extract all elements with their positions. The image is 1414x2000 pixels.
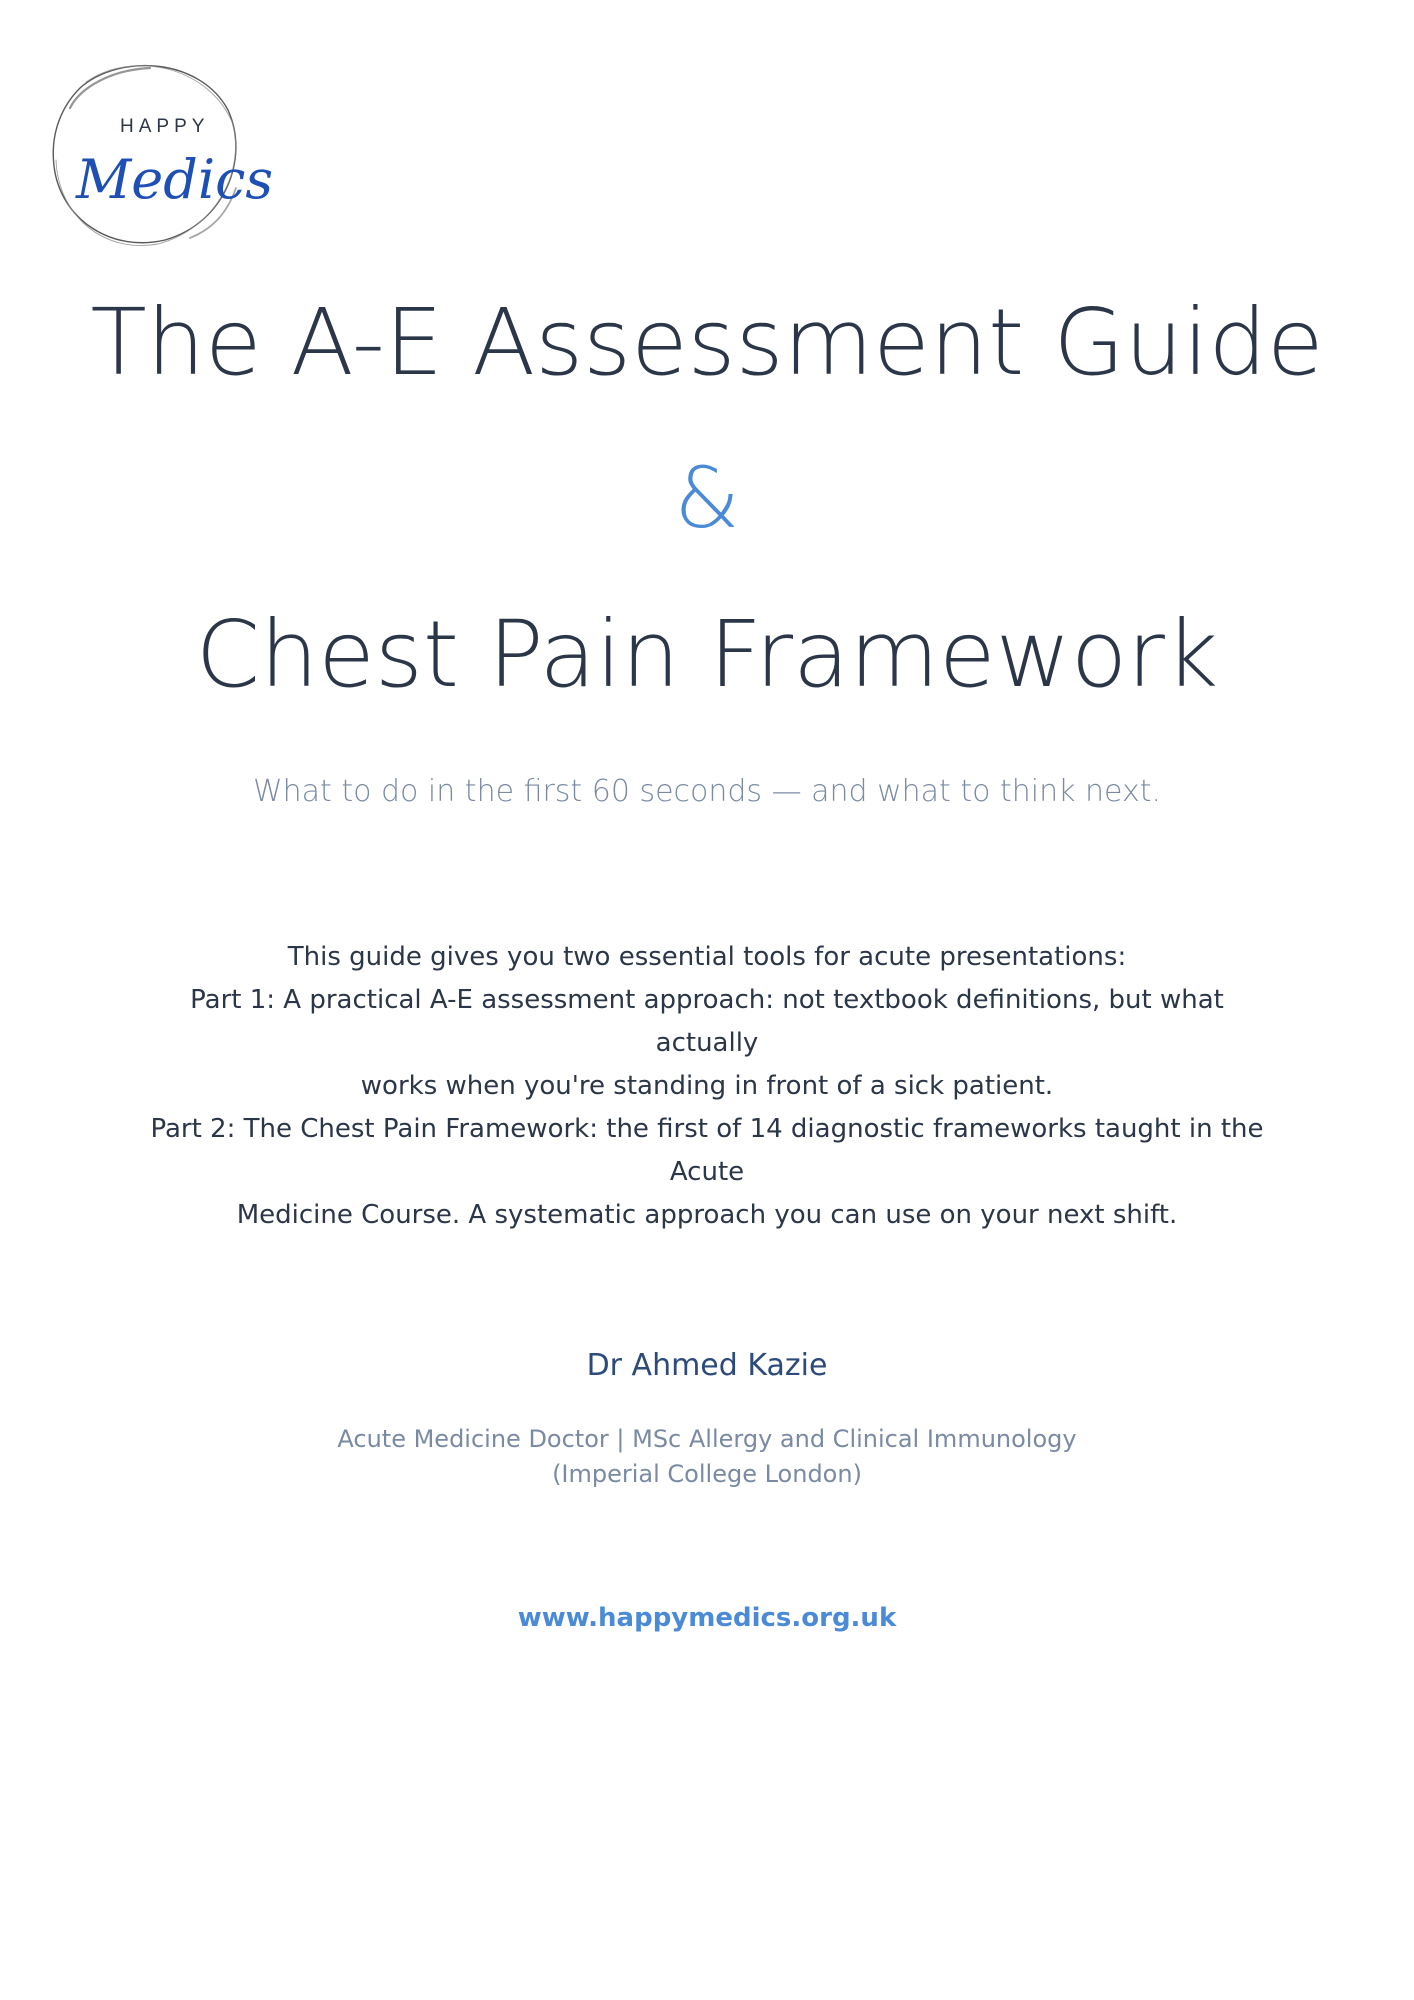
title-line-1: The A-E Assessment Guide bbox=[90, 289, 1324, 396]
intro-lead: This guide gives you two essential tools for acute presentations: bbox=[287, 942, 1127, 972]
logo-graphic bbox=[40, 48, 274, 258]
title-ampersand: & bbox=[674, 449, 740, 547]
credentials-line-1: Acute Medicine Doctor | MSc Allergy and Clinical Immunology bbox=[337, 1425, 1077, 1453]
credentials-line-2: (Imperial College London) bbox=[552, 1460, 862, 1488]
website-link[interactable]: www.happymedics.org.uk bbox=[517, 1603, 897, 1633]
title-line-2: Chest Pain Framework bbox=[195, 601, 1219, 708]
logo-text-medics: Medics bbox=[76, 148, 274, 211]
intro-part2-line1: Part 2: The Chest Pain Framework: the first of 14 diagnostic frameworks taught in the Acute bbox=[150, 1114, 1264, 1187]
subtitle: What to do in the first 60 seconds — and what to think next. bbox=[252, 774, 1162, 809]
logo-text-happy: HAPPY bbox=[120, 116, 210, 137]
intro-part2-line2: Medicine Course. A systematic approach you can use on your next shift. bbox=[236, 1200, 1178, 1230]
intro-part1-line1: Part 1: A practical A-E assessment approach: not textbook definitions, but what actually bbox=[190, 985, 1224, 1058]
happy-medics-logo bbox=[40, 48, 274, 258]
logo-ring-stroke bbox=[70, 68, 150, 108]
author-credentials bbox=[0, 1422, 1414, 1492]
intro-part1-line2: works when you're standing in front of a sick patient. bbox=[360, 1071, 1054, 1101]
intro-paragraph bbox=[150, 936, 1264, 1237]
author-name: Dr Ahmed Kazie bbox=[586, 1348, 828, 1383]
